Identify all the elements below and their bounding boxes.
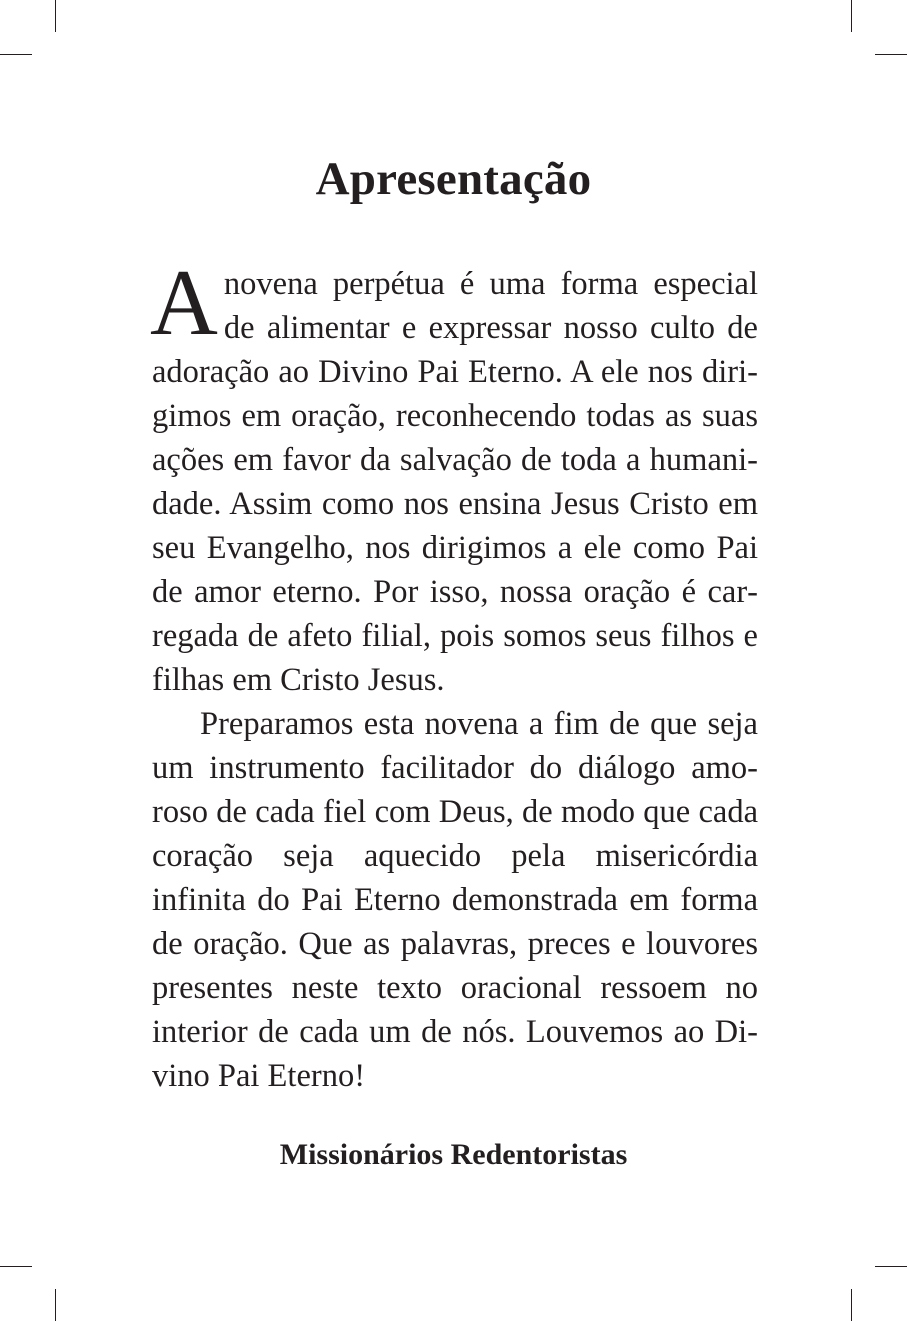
crop-mark-bottom-left-horizontal xyxy=(0,1266,32,1267)
paragraph-1 xyxy=(150,251,758,702)
drop-cap: A xyxy=(150,251,218,355)
paragraph-1-text: novena perpétua é uma forma especial de alimentar e expressar nosso culto de adoração ao Divino Pai Eterno. A ele nos dirigimos em oração, reconhecendo todas as suas ações em favor da salvação de toda a humanidade. Assim como nos ensina Jesus Cristo em seu Evangelho, nos dirigimos a ele como Pai de amor eterno. Por isso, nossa oração é carregada de afeto filial, pois somos seus filhos e filhas em Cristo Jesus. xyxy=(152,266,758,698)
crop-mark-bottom-right-vertical xyxy=(851,1289,852,1321)
body-text xyxy=(150,251,758,1098)
crop-mark-top-right-vertical xyxy=(851,0,852,32)
paragraph-2 xyxy=(152,702,758,1098)
crop-mark-top-left-vertical xyxy=(55,0,56,32)
crop-mark-top-right-horizontal xyxy=(875,54,907,55)
crop-mark-top-left-horizontal xyxy=(0,54,32,55)
crop-mark-bottom-left-vertical xyxy=(55,1289,56,1321)
signature: Missionários Redentoristas xyxy=(279,1138,628,1171)
crop-mark-bottom-right-horizontal xyxy=(875,1266,907,1267)
page-title: Apresentação xyxy=(315,153,592,205)
paragraph-2-text: Preparamos esta novena a fim de que seja um instrumento facilitador do diálogo amoroso de cada fiel com Deus, de modo que cada coração seja aquecido pela misericórdia infinita do Pai Eterno demonstrada em forma de oração. Que as palavras, preces e louvores presentes neste texto oracional ressoem no interior de cada um de nós. Louvemos ao Divino Pai Eterno! xyxy=(152,706,758,1094)
